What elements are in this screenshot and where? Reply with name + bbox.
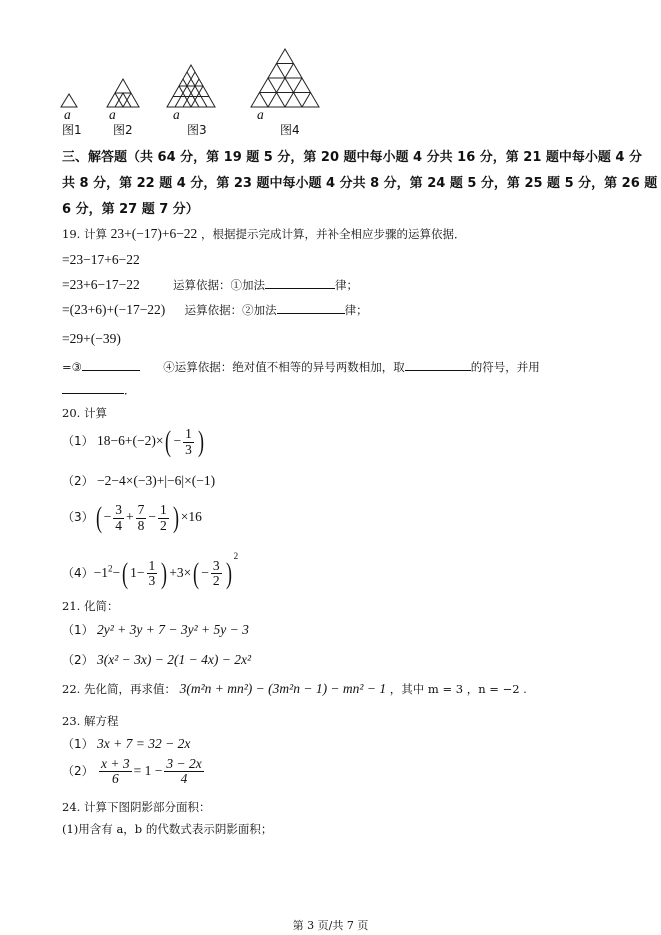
q19-step-2-line	[62, 276, 358, 293]
q19-step-3-note: 运算依据：②加法	[184, 303, 277, 317]
q20-p4-label: （4）	[62, 566, 94, 580]
q21-p2-expr: 3(x² − 3x) − 2(1 − 4x) − 2x²	[97, 652, 251, 667]
page-footer: 第 3 页/共 7 页	[292, 919, 369, 932]
section-heading-line-1: 三、解答题（共 64 分，第 19 题 5 分，第 20 题中每小题 4 分共 16 分，第 21 题中每小题 4 分	[62, 150, 643, 165]
q19-step-6-tail: ．	[124, 383, 136, 397]
q19-step-2: =23+6−17−22	[62, 277, 140, 292]
q19-step-3-line	[62, 301, 368, 318]
q20-p3-f3-num: 1	[160, 502, 167, 518]
q22-line	[62, 681, 527, 697]
q19-step-5-prefix: =③	[62, 360, 82, 374]
q23-title: 23. 解方程	[62, 714, 119, 728]
q19-step-5-line	[62, 358, 540, 375]
figure-3-triangle	[167, 65, 215, 107]
q20-p4-mid: +3×	[169, 565, 192, 580]
q20-p4-exp: 2	[233, 551, 239, 561]
q19-blank-3[interactable]	[82, 358, 140, 371]
q23-p2-f2-num: 3 − 2x	[166, 756, 202, 771]
figure-3-caption: 图3	[187, 123, 207, 137]
q19-step-1: =23−17+6−22	[62, 252, 140, 267]
figure-2-label: a	[109, 107, 116, 122]
q20-p3-f1-num: 3	[115, 502, 123, 518]
q20-part-1: （1） 18−6+(−2)×( − $\frac{1}{3}$ )	[62, 425, 204, 458]
q23-part-2	[62, 757, 206, 786]
q19-step-5-tail: 的符号，并用	[470, 360, 540, 374]
figure-1-caption: 图1	[62, 123, 82, 137]
figure-4-label: a	[257, 107, 264, 122]
q20-part-3: （3）( − $\frac{3}{4}$ + $\frac{7}{8}$ − $\frac{1}{2}$ ) ×16	[62, 501, 202, 534]
figure-3-label: a	[173, 107, 180, 122]
q23-p1-label: （1）	[62, 737, 94, 751]
q20-p4-f1-num: 1	[148, 558, 156, 574]
q20-p4-head: −1	[93, 565, 109, 580]
q19-step-5-note: ④运算依据：绝对值不相等的异号两数相加，取	[163, 360, 405, 374]
q20-part-4: $(4)-1^2-$( 1− $\frac{1}{3}$ ) +3×( − $\frac{3}{2}$ )$^2$	[62, 551, 239, 590]
q20-p4-inner: 1−	[130, 565, 145, 580]
figure-1-triangle	[61, 94, 77, 107]
q20-p3-f2-den: 8	[137, 517, 145, 533]
figure-4-caption: 图4	[280, 123, 300, 137]
q19-blank-5[interactable]	[62, 381, 124, 394]
q21-p2-label: （2）	[62, 653, 94, 667]
q20-p4-f2-den: 2	[212, 573, 220, 589]
q23-p2-f2-den: 4	[180, 771, 188, 787]
q20-p1-expr: 18−6+(−2)×	[97, 433, 164, 449]
q19-blank-2[interactable]	[277, 301, 345, 314]
q21-p1-label: （1）	[62, 623, 94, 637]
q19-prefix: 19. 计算	[62, 227, 107, 241]
q20-p3-f1-den: 4	[115, 517, 123, 533]
figure-1-label: a	[64, 107, 71, 122]
q19-blank-4[interactable]	[405, 358, 471, 371]
q23-p1-expr: 3x + 7 = 32 − 2x	[97, 736, 191, 751]
q19-step-3-tail: 律；	[344, 303, 368, 317]
q22-expr: 3(m²n + mn²) − (3m²n − 1) − mn² − 1	[179, 681, 387, 696]
q19-step-3: =(23+6)+(−17−22)	[62, 302, 166, 317]
q22-prefix: 22. 先化简，再求值：	[62, 682, 176, 696]
q23-p2-mid: = 1 −	[133, 762, 163, 778]
q19-suffix: ，根据提示完成计算，并补全相应步骤的运算依据．	[200, 227, 466, 241]
q23-p2-f1-den: 6	[111, 771, 119, 787]
q20-p1-den: 3	[185, 441, 192, 457]
q19-step-4: =29+(−39)	[62, 331, 121, 346]
q19-intro	[62, 226, 465, 242]
figure-2-triangle	[107, 79, 139, 107]
q20-p3-f2-num: 7	[137, 502, 145, 518]
q20-p2-label: （2）	[62, 474, 94, 488]
q24-title: 24. 计算下图阴影部分面积：	[62, 800, 211, 814]
figure-2-caption: 图2	[113, 123, 133, 137]
q20-p4-f2-num: 3	[212, 558, 220, 574]
figure-4-triangle	[251, 49, 319, 107]
q20-p4-f1-den: 3	[148, 573, 156, 589]
q19-step-2-note: 运算依据：①加法	[173, 278, 266, 292]
q20-p4-head-exp: 2	[108, 563, 113, 574]
section-heading-line-2: 共 8 分，第 22 题 4 分，第 23 题中每小题 4 分共 8 分，第 24 题 5 分，第 25 题 5 分，第 26 题	[62, 176, 658, 191]
q23-p2-label: （2）	[62, 763, 94, 778]
q23-part-1	[62, 735, 190, 752]
q20-title: 20. 计算	[62, 406, 107, 420]
q21-p1-expr: 2y² + 3y + 7 − 3y² + 5y − 3	[97, 622, 249, 637]
q20-p3-f3-den: 2	[160, 517, 167, 533]
q20-p2-expr: −2−4×(−3)+|−6|×(−1)	[97, 473, 216, 488]
q20-p1-num: 1	[185, 426, 192, 442]
q21-title: 21. 化简：	[62, 599, 119, 613]
q19-step-2-tail: 律；	[335, 278, 359, 292]
q19-expression: 23+(−17)+6−22	[110, 226, 198, 241]
q22-suffix: ，其中 m = 3 ，n = −2 .	[389, 682, 527, 696]
q19-blank-1[interactable]	[265, 276, 335, 289]
q19-step-6-line	[62, 381, 136, 398]
q20-p3-tail: ×16	[180, 509, 202, 525]
q20-part-2	[62, 472, 215, 489]
q21-part-2	[62, 651, 251, 668]
section-heading-line-3: 6 分，第 27 题 7 分）	[62, 202, 199, 217]
q23-p2-f1-num: x + 3	[101, 756, 130, 771]
q20-p3-label: （3）	[62, 510, 94, 525]
q20-p1-label: （1）	[62, 434, 94, 449]
q24-part-1: (1)用含有 a，b 的代数式表示阴影面积；	[62, 822, 273, 836]
q21-part-1	[62, 621, 249, 638]
